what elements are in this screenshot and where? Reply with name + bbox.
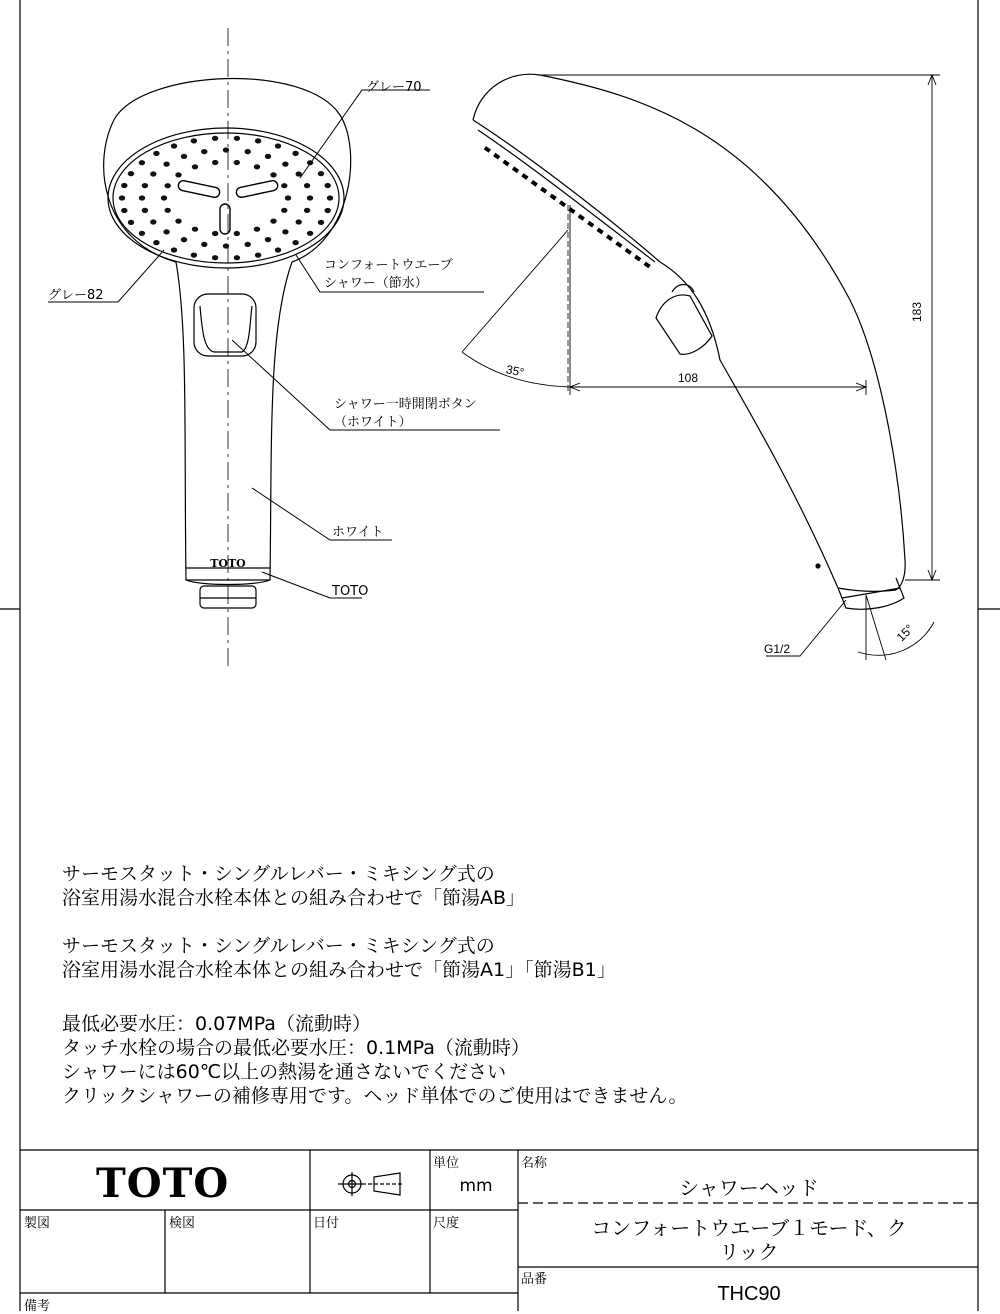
name-label: 名称 — [521, 1156, 548, 1171]
spray-nozzles — [119, 136, 333, 261]
callout-white: ホワイト — [332, 525, 384, 540]
toto-logo: TOTO — [96, 1160, 230, 1207]
date-label: 日付 — [313, 1216, 340, 1231]
checked-label: 検図 — [169, 1216, 196, 1231]
description-line1: コンフォートウエーブ１モード、ク — [591, 1216, 907, 1240]
dim-thread: G1/2 — [764, 642, 791, 656]
pause-button-drawing — [194, 294, 256, 356]
dim-angle-connector: 15° — [893, 621, 917, 645]
scale-label: 尺度 — [433, 1216, 460, 1231]
note-4: タッチ水栓の場合の最低必要水圧：0.1MPa（流動時） — [62, 1037, 530, 1059]
side-face-edge — [473, 120, 660, 262]
callout-toto: TOTO — [332, 584, 369, 599]
note-1a: サーモスタット・シングルレバー・ミキシング式の — [62, 863, 495, 885]
callout-button-2: （ホワイト） — [334, 415, 412, 430]
note-2a: サーモスタット・シングルレバー・ミキシング式の — [62, 935, 495, 957]
connector-side — [838, 578, 904, 609]
note-1b: 浴室用湯水混合水栓本体との組み合わせで「節湯AB」 — [62, 887, 526, 909]
note-6: クリックシャワーの補修専用です。ヘッド単体でのご使用はできません。 — [62, 1085, 688, 1107]
unit-label: 単位 — [433, 1156, 460, 1171]
callout-grey70: グレー70 — [366, 80, 422, 95]
handle-logo: TOTO — [210, 557, 246, 570]
side-head-outline — [473, 74, 905, 590]
description-line2: リック — [719, 1240, 779, 1264]
dim-angle-head: 35° — [504, 362, 526, 380]
callout-comfort-wave-1: コンフォートウエーブ — [324, 258, 453, 273]
drawn-label: 製図 — [24, 1216, 51, 1231]
side-handle-underside — [660, 262, 838, 588]
callout-comfort-wave-2: シャワー（節水） — [324, 276, 428, 291]
leader-grey70 — [300, 90, 430, 178]
note-2b: 浴室用湯水混合水栓本体との組み合わせで「節湯A1」「節湯B1」 — [62, 959, 616, 981]
note-3: 最低必要水圧：0.07MPa（流動時） — [62, 1013, 371, 1035]
dim-height: 183 — [910, 301, 924, 322]
name-value: シャワーヘッド — [679, 1176, 819, 1200]
dim-length: 108 — [678, 371, 699, 385]
remarks-label: 備考 — [24, 1299, 51, 1314]
part-no-value: THC90 — [717, 1283, 781, 1305]
callout-grey82: グレー82 — [48, 288, 104, 303]
unit-value: mm — [459, 1176, 493, 1196]
side-button — [656, 295, 712, 354]
part-no-label: 品番 — [521, 1272, 548, 1287]
note-5: シャワーには60℃以上の熱湯を通さないでください — [62, 1061, 507, 1083]
callout-button-1: シャワー一時開閉ボタン — [334, 397, 477, 412]
